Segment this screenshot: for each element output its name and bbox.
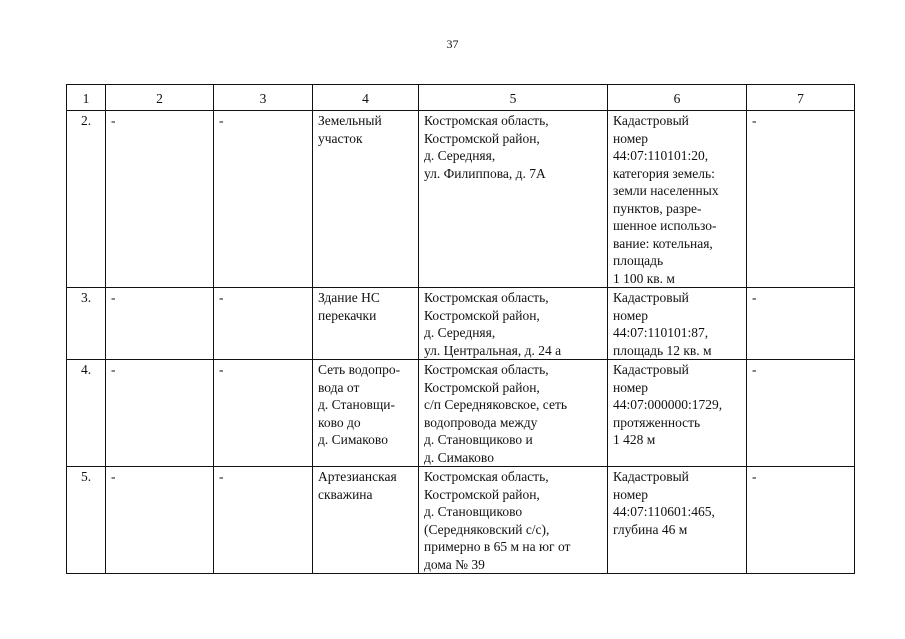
- cell-line: номер: [613, 130, 649, 146]
- row-number: 5.: [67, 467, 106, 574]
- table-row: [67, 288, 855, 360]
- table-row: [67, 111, 855, 288]
- cell-line: площадь: [613, 253, 664, 268]
- cell-line: Кадастровый: [613, 113, 689, 128]
- cell-line: участок: [318, 130, 363, 146]
- object-name-cell: [313, 467, 419, 574]
- cell-line: протяженность: [613, 414, 701, 430]
- cell-line: Здание НС: [318, 290, 380, 305]
- cell-line: д. Середняя,: [424, 325, 496, 340]
- property-table: [66, 84, 855, 574]
- cell-line: вание: котельная,: [613, 235, 713, 251]
- row-number: 4.: [67, 360, 106, 467]
- header-cell: 6: [608, 85, 747, 111]
- cell-line: д. Становщиково и: [424, 432, 533, 447]
- object-name-cell: [313, 111, 419, 288]
- table-cell: -: [106, 360, 214, 467]
- header-cell: 5: [419, 85, 608, 111]
- table-cell: -: [214, 467, 313, 574]
- table-cell: -: [747, 360, 855, 467]
- page-number: 37: [446, 37, 459, 51]
- header-cell: 7: [747, 85, 855, 111]
- cell-line: глубина 46 м: [613, 521, 688, 537]
- cell-line: Костромской район,: [424, 379, 540, 395]
- table-row: [67, 467, 855, 574]
- cell-line: номер: [613, 379, 649, 395]
- cell-line: Кадастровый: [613, 469, 689, 484]
- cell-line: (Середняковский с/с),: [424, 521, 550, 537]
- description-cell: [608, 467, 747, 574]
- cell-line: Кадастровый: [613, 362, 689, 377]
- cell-line: д. Симаково: [318, 432, 388, 447]
- cell-line: д. Становщи-: [318, 397, 395, 412]
- cell-line: с/п Середняковское, сеть: [424, 397, 568, 412]
- cell-line: 1 428 м: [613, 432, 656, 447]
- cell-line: Костромской район,: [424, 486, 540, 502]
- cell-line: 44:07:000000:1729,: [613, 397, 723, 412]
- cell-line: Земельный: [318, 113, 382, 128]
- cell-line: перекачки: [318, 307, 377, 323]
- header-cell: 2: [106, 85, 214, 111]
- address-cell: [419, 467, 608, 574]
- cell-line: шенное использо-: [613, 218, 717, 233]
- table-cell: -: [747, 111, 855, 288]
- address-cell: [419, 111, 608, 288]
- cell-line: Костромская область,: [424, 290, 549, 305]
- description-cell: [608, 111, 747, 288]
- cell-line: Сеть водопро-: [318, 362, 401, 377]
- object-name-cell: [313, 288, 419, 360]
- header-cell: 3: [214, 85, 313, 111]
- table-cell: -: [214, 288, 313, 360]
- cell-line: Костромская область,: [424, 362, 549, 377]
- address-cell: [419, 360, 608, 467]
- cell-line: д. Симаково: [424, 449, 494, 465]
- header-cell: 4: [313, 85, 419, 111]
- cell-line: д. Становщиково: [424, 504, 523, 519]
- cell-line: Костромская область,: [424, 113, 549, 128]
- table-cell: -: [747, 467, 855, 574]
- cell-line: категория земель:: [613, 165, 715, 181]
- cell-line: ково до: [318, 414, 361, 430]
- cell-line: 44:07:110601:465,: [613, 504, 715, 519]
- cell-line: пунктов, разре-: [613, 200, 702, 216]
- cell-line: площадь 12 кв. м: [613, 342, 712, 358]
- description-cell: [608, 288, 747, 360]
- table-cell: -: [106, 467, 214, 574]
- cell-line: вода от: [318, 379, 360, 395]
- cell-line: Артезианская: [318, 469, 397, 484]
- cell-line: Кадастровый: [613, 290, 689, 305]
- cell-line: ул. Филиппова, д. 7А: [424, 165, 546, 181]
- cell-line: 44:07:110101:20,: [613, 148, 709, 163]
- cell-line: земли населенных: [613, 183, 719, 198]
- header-row: [67, 85, 855, 111]
- row-number: 2.: [67, 111, 106, 288]
- cell-line: ул. Центральная, д. 24 а: [424, 342, 562, 358]
- cell-line: Костромской район,: [424, 307, 540, 323]
- description-cell: [608, 360, 747, 467]
- cell-line: номер: [613, 486, 649, 502]
- cell-line: 44:07:110101:87,: [613, 325, 709, 340]
- cell-line: д. Середняя,: [424, 148, 496, 163]
- table-cell: -: [106, 111, 214, 288]
- cell-line: скважина: [318, 486, 373, 502]
- cell-line: 1 100 кв. м: [613, 270, 675, 286]
- table-row: [67, 360, 855, 467]
- cell-line: номер: [613, 307, 649, 323]
- object-name-cell: [313, 360, 419, 467]
- address-cell: [419, 288, 608, 360]
- header-cell: 1: [67, 85, 106, 111]
- cell-line: водопровода между: [424, 414, 538, 430]
- table-cell: -: [106, 288, 214, 360]
- cell-line: Костромской район,: [424, 130, 540, 146]
- table-cell: -: [214, 360, 313, 467]
- table-cell: -: [747, 288, 855, 360]
- row-number: 3.: [67, 288, 106, 360]
- table-cell: -: [214, 111, 313, 288]
- cell-line: примерно в 65 м на юг от: [424, 539, 571, 554]
- cell-line: Костромская область,: [424, 469, 549, 484]
- cell-line: дома № 39: [424, 556, 485, 572]
